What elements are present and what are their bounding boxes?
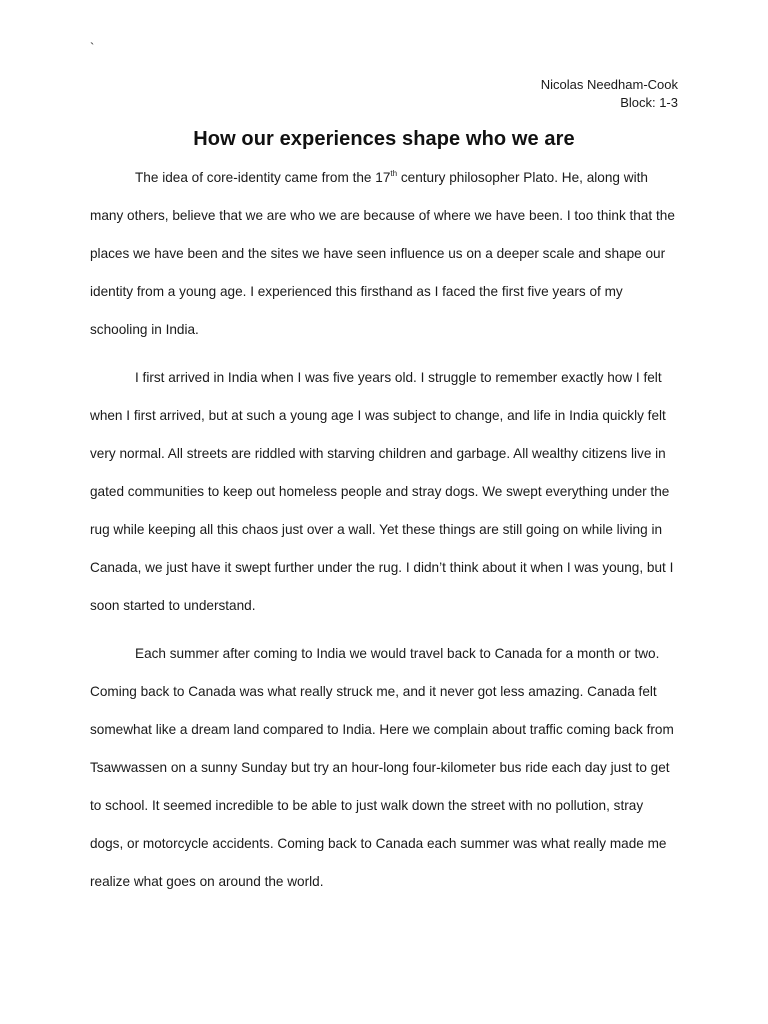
header-block xyxy=(541,76,678,112)
stray-mark: ` xyxy=(90,40,95,55)
paragraph-2-container xyxy=(90,359,680,625)
paragraph-2: I first arrived in India when I was five years old. I struggle to remember exactly how I felt when I first arrived, but at such a young age I was subject to change, and life in India quickly felt very normal. All streets are riddled with starving children and garbage. All wealthy citizens live in gated communities to keep out homeless people and stray dogs. We swept everything under the rug while keeping all this chaos just over a wall. Yet these things are still going on while living in Canada, we just have it swept further under the rug. I didn’t think about it when I was young, but I soon started to understand. xyxy=(90,370,674,613)
paragraph-1-container xyxy=(90,159,680,349)
paragraph-3-container xyxy=(90,635,680,901)
paragraph-1-text-end: century philosopher Plato. He, along with many others, believe that we are who we are because of where we have been. I too think that the places we have been and the sites we have seen influence us on a deeper scale and shape our identity from a young age. I experienced this firsthand as I faced the first five years of my schooling in India. xyxy=(90,170,675,337)
author-name: Nicolas Needham-Cook xyxy=(540,77,678,92)
paragraph-1 xyxy=(90,159,680,349)
paragraph-1-text-start: The idea of core-identity came from the 17 xyxy=(135,170,391,185)
paragraph-3: Each summer after coming to India we would travel back to Canada for a month or two. Coming back to Canada was what really struck me, and it never got less amazing. Canada felt somewhat like a dream land compared to India. Here we complain about traffic coming back from Tsawwassen on a sunny Sunday but try an hour-long four-kilometer bus ride each day just to get to school. It seemed incredible to be able to just walk down the street with no pollution, stray dogs, or motorcycle accidents. Coming back to Canada each summer was what really made me realize what goes on around the world. xyxy=(90,646,674,889)
block-label: Block: 1-3 xyxy=(620,95,678,110)
ordinal-superscript: th xyxy=(390,169,398,178)
page-title: How our experiences shape who we are xyxy=(193,128,575,150)
